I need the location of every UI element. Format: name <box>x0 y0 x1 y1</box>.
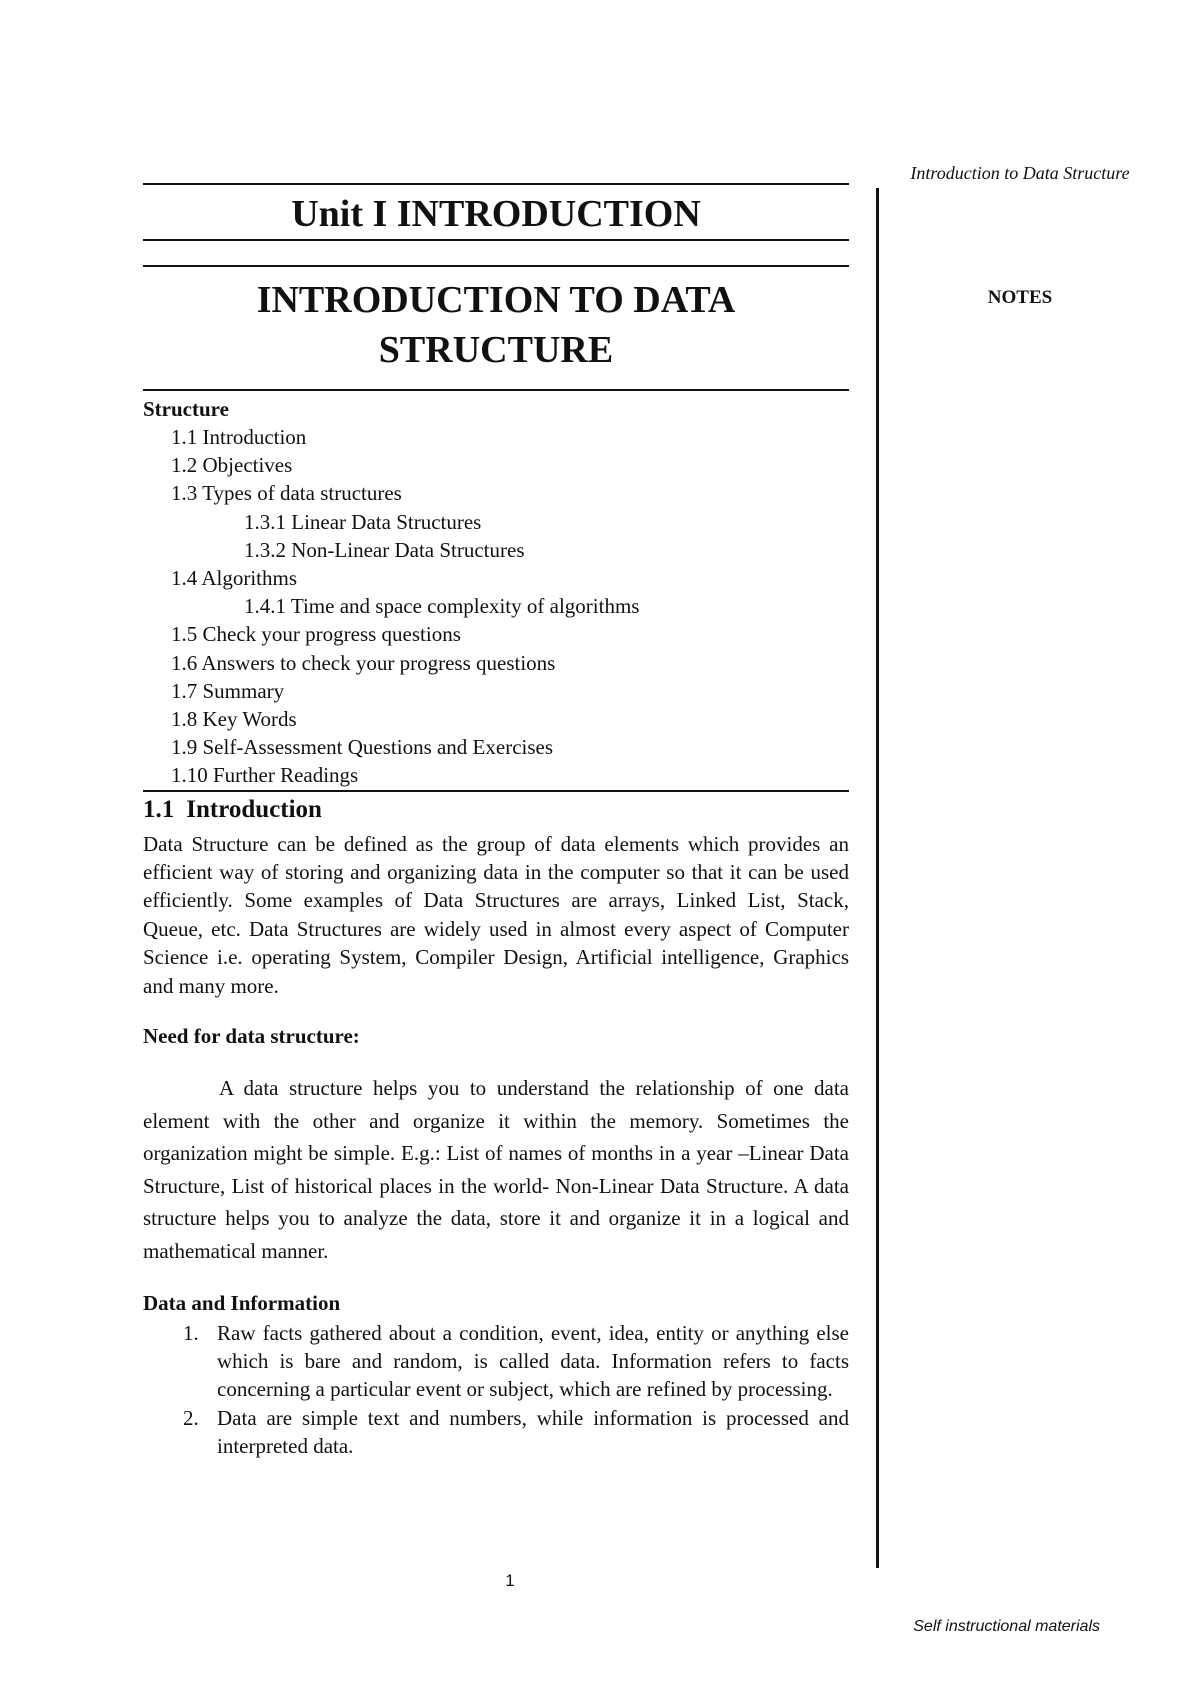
list-item <box>143 1319 849 1404</box>
toc-subitem: 1.3.2 Non-Linear Data Structures <box>244 537 525 562</box>
toc-item: 1.10 Further Readings <box>171 763 359 788</box>
structure-heading: Structure <box>143 397 229 421</box>
intro-paragraph: Data Structure can be defined as the group of data elements which provides an efficient way of storing and organizing data in the computer so that it can be used efficiently. Some examples of Data Structures are arrays, Linked List, Stack, Queue, etc. Data Structures are widely used in almost every aspect of Computer Science i.e. operating System, Compiler Design, Artificial intelligence, Graphics and many more. <box>143 831 849 998</box>
table-of-contents <box>143 423 849 790</box>
section-title: Introduction <box>186 795 322 823</box>
chapter-title <box>143 267 849 389</box>
chapter-bottom-rule <box>143 389 849 391</box>
toc-item: 1.5 Check your progress questions <box>171 622 461 647</box>
data-info-heading: Data and Information <box>143 1291 341 1316</box>
list-item-text: Data are simple text and numbers, while information is processed and interpreted data. <box>217 1405 849 1458</box>
toc-item: 1.3 Types of data structures <box>171 481 402 506</box>
toc-subitem: 1.3.1 Linear Data Structures <box>244 509 482 534</box>
unit-title: Unit I INTRODUCTION <box>291 193 701 235</box>
list-item-number: 1. <box>183 1321 199 1346</box>
toc-item: 1.1 Introduction <box>171 425 307 449</box>
spacer <box>143 241 849 265</box>
list-item-number: 2. <box>183 1405 199 1430</box>
toc-item: 1.8 Key Words <box>171 707 297 732</box>
chapter-title-line2: STRUCTURE <box>378 329 614 371</box>
section-heading <box>143 794 849 826</box>
need-heading: Need for data structure: <box>143 1024 360 1049</box>
notes-label: NOTES <box>987 287 1053 308</box>
list-item-text: Raw facts gathered about a condition, event, idea, entity or anything else which is bare and random, is called data. Information refers to facts concerning a particular event or subject, which are refined by processing. <box>217 1321 849 1402</box>
footer-note: Self instructional materials <box>913 1618 1100 1635</box>
toc-subitem: 1.4.1 Time and space complexity of algorithms <box>244 594 640 619</box>
toc-item: 1.9 Self-Assessment Questions and Exercises <box>171 735 554 760</box>
section-number: 1.1 <box>143 795 175 823</box>
chapter-title-line1: INTRODUCTION TO DATA <box>256 279 736 321</box>
main-content <box>143 183 849 1460</box>
list-item <box>143 1404 849 1460</box>
margin-running-header: Introduction to Data Structure <box>910 163 1130 183</box>
structure-bottom-rule <box>143 790 849 792</box>
toc-item: 1.7 Summary <box>171 678 285 703</box>
toc-item: 1.6 Answers to check your progress questions <box>171 650 556 675</box>
toc-item: 1.4 Algorithms <box>171 566 298 591</box>
toc-item: 1.2 Objectives <box>171 453 293 478</box>
data-info-list <box>143 1319 849 1460</box>
need-paragraph: A data structure helps you to understand the relationship of one data element with the other and organize it within the memory. Sometimes the organization might be simple. E.g.: List of names of months in a year –Linear Data Structure, List of historical places in the world- Non-Linear Data Structure. A data structure helps you to analyze the data, store it and organize it in a logical and mathematical manner. <box>143 1076 849 1263</box>
page-number: 1 <box>505 1571 515 1590</box>
margin-divider-line <box>876 188 879 1568</box>
